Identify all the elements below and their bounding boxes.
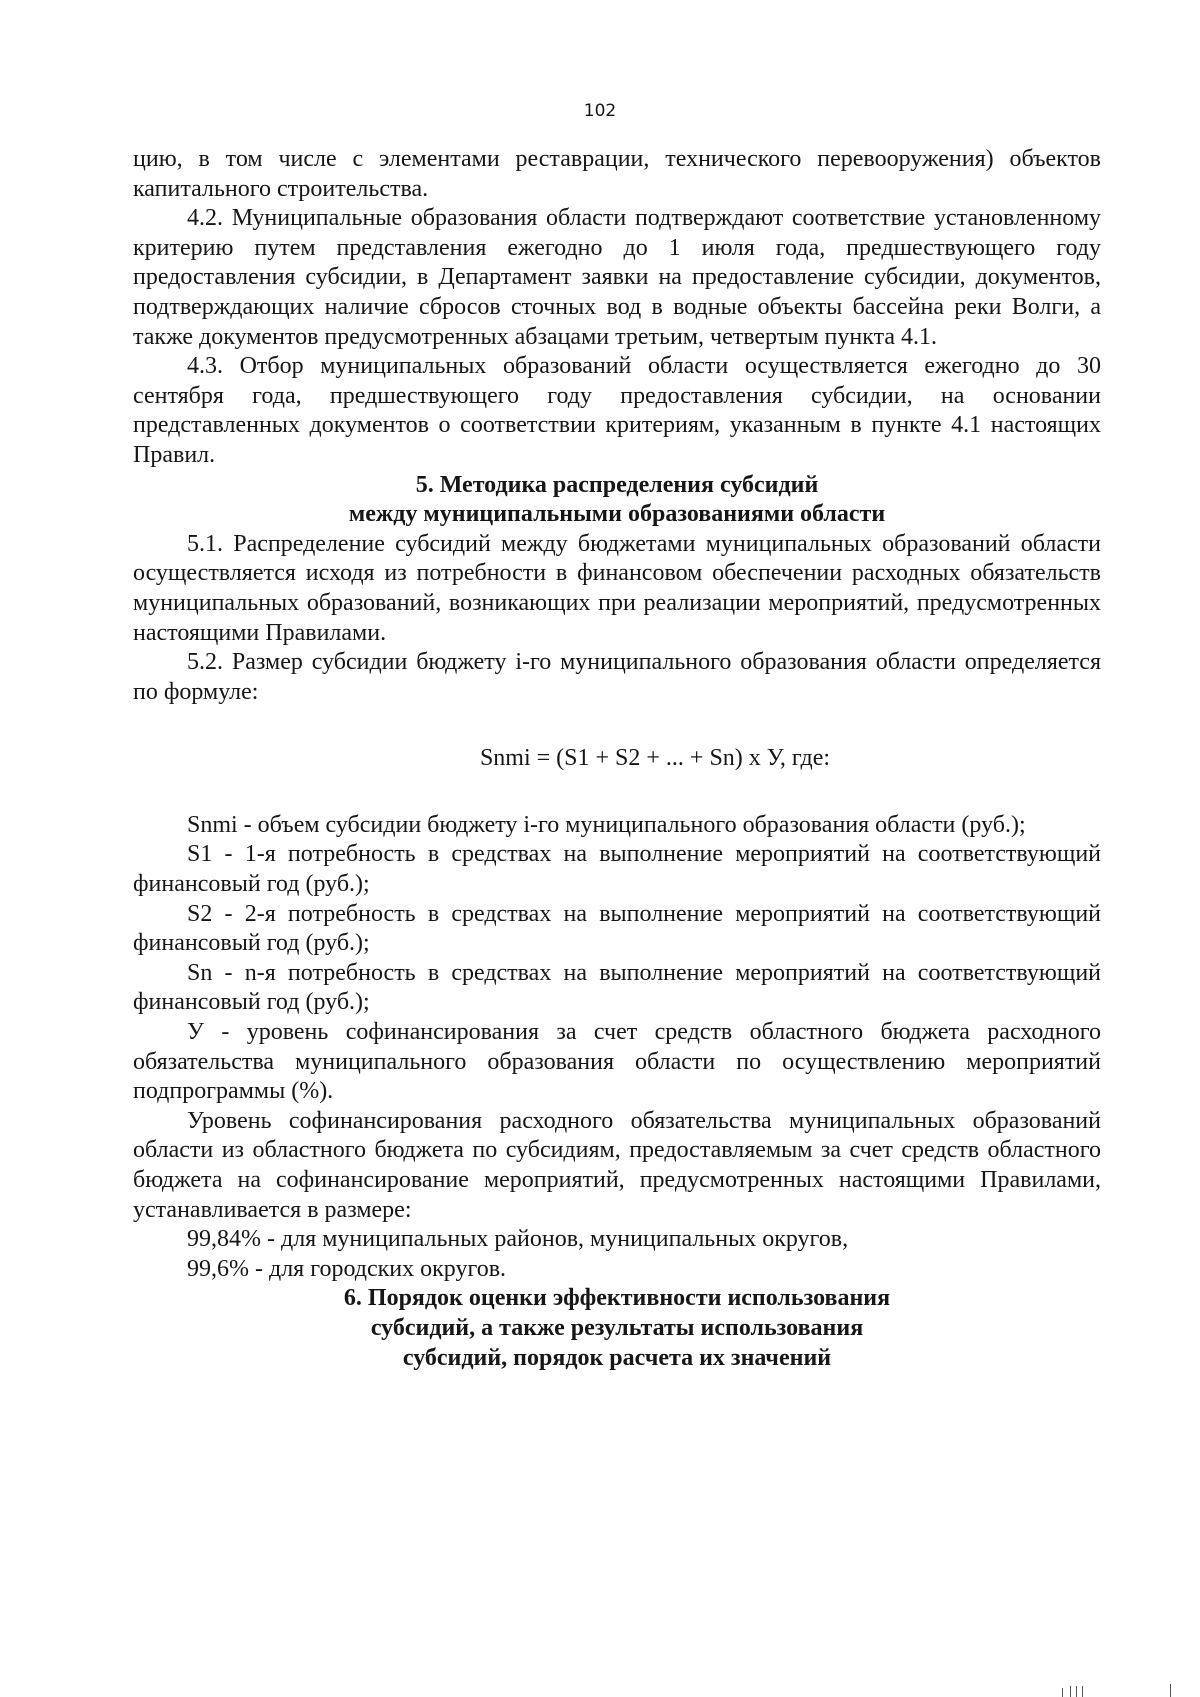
formula: Snmi = (S1 + S2 + ... + Sn) x У, где: [479, 745, 831, 772]
section-6-title-line-1: 6. Порядок оценки эффективности использования [343, 1285, 891, 1312]
section-6-heading [133, 1284, 1101, 1373]
definition-sn: Sn - n-я потребность в средствах на выполнение мероприятий на соответствующий финансовый год (руб.); [133, 959, 1101, 1016]
scan-edge-marks [1062, 1683, 1182, 1697]
scan-mark [1070, 1686, 1071, 1697]
section-5-heading [133, 471, 1101, 530]
section-5-title-line-1: 5. Методика распределения субсидий [415, 471, 819, 498]
scan-mark [1082, 1686, 1083, 1697]
scan-mark [1170, 1684, 1171, 1697]
definition-s2: S2 - 2-я потребность в средствах на выполнение мероприятий на соответствующий финансовый год (руб.); [133, 900, 1101, 957]
scan-mark [1076, 1686, 1077, 1697]
rate-city-districts: 99,6% - для городских округов. [187, 1255, 507, 1282]
rate-municipal-districts: 99,84% - для муниципальных районов, муниципальных округов, [187, 1226, 849, 1253]
page-number: 102 [583, 101, 617, 121]
document-body [133, 145, 1101, 1373]
paragraph-4-2: 4.2. Муниципальные образования области подтверждают соответствие установленному критерию путем представления ежегодно до 1 июля года, предшествующего году предоставления субсидии, в Департамент заявки на предоставление субсидии, документов, подтверждающих наличие сбросов сточных вод в водные объекты бассейна реки Волги, а также документов предусмотренных абзацами третьим, четвертым пункта 4.1. [133, 205, 1101, 350]
paragraph-4-3: 4.3. Отбор муниципальных образований области осуществляется ежегодно до 30 сентября года, предшествующего году предоставления субсидии, на основании представленных документов о соответствии критериям, указанным в пункте 4.1 настоящих Правил. [133, 353, 1101, 468]
section-6-title-line-2: субсидий, а также результаты использования [370, 1314, 864, 1341]
definition-snmi: Snmi - объем субсидии бюджету i-го муниципального образования области (руб.); [187, 811, 1026, 838]
paragraph-cofinancing-level: Уровень софинансирования расходного обязательства муниципальных образований области из областного бюджета по субсидиям, предоставляемым за счет средств областного бюджета на софинансирование мероприятий, предусмотренных настоящими Правилами, устанавливается в размере: [133, 1107, 1101, 1223]
definition-u: У - уровень софинансирования за счет средств областного бюджета расходного обязательства муниципального образования области по осуществлению мероприятий подпрограммы (%). [133, 1019, 1101, 1105]
definition-s1: S1 - 1-я потребность в средствах на выполнение мероприятий на соответствующий финансовый год (руб.); [133, 841, 1101, 898]
paragraph-5-1: 5.1. Распределение субсидий между бюджетами муниципальных образований области осуществляется исходя из потребности в финансовом обеспечении расходных обязательств муниципальных образований, возникающих при реализации мероприятий, предусмотренных настоящими Правилами. [133, 530, 1101, 646]
paragraph-continuation: цию, в том числе с элементами реставрации, технического перевооружения) объектов капитального строительства. [133, 146, 1101, 202]
paragraph-5-2: 5.2. Размер субсидии бюджету i-го муниципального образования области определяется по формуле: [133, 649, 1101, 705]
section-6-title-line-3: субсидий, порядок расчета их значений [402, 1344, 832, 1371]
scan-mark [1062, 1688, 1063, 1697]
section-5-title-line-2: между муниципальными образованиями области [348, 501, 886, 528]
